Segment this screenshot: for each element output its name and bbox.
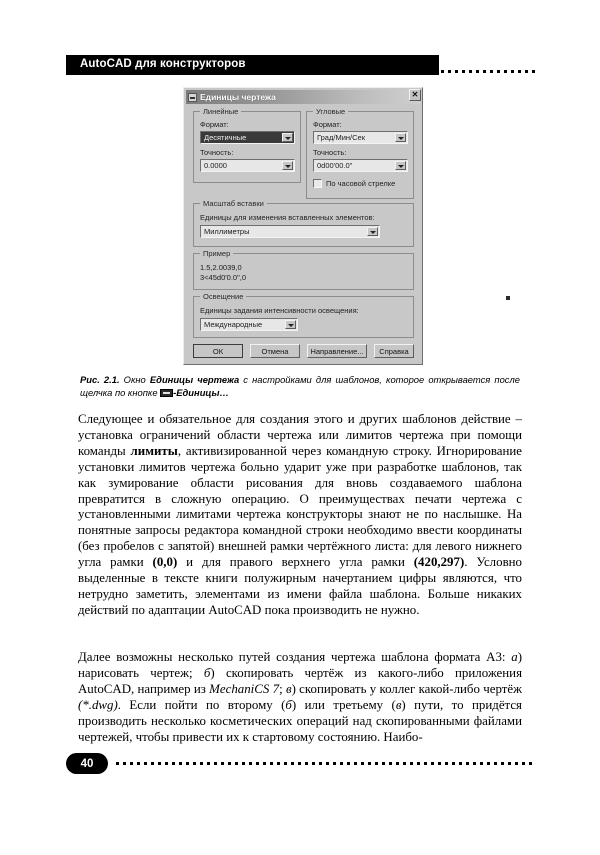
insertion-scale-legend: Масштаб вставки — [200, 199, 267, 208]
clockwise-label: По часовой стрелке — [326, 179, 396, 188]
p1-seg-c: , активизированной через командную строку. Игнорирование установки лимитов чертежа больно ударит уже при разработке шаблонов, так как зумирование области рисования для вновь создаваемого шаблона превратится в сложную операцию. О преимуществах печати чертежа с установленными лимитами чертежа конструкторы знают не по наслышке. На понятные запросы редактора командной строки необходимо ввести координаты (без пробелов с запятой) внешней рамки чертёжного листа: для левого нижнего угла рамки — [78, 443, 522, 570]
angular-group — [306, 107, 414, 199]
angular-precision-label: Точность: — [313, 148, 347, 157]
running-header-band — [66, 55, 439, 75]
example-line-1: 1.5,2.0039,0 — [200, 263, 242, 272]
p2-ref-v: в — [395, 697, 402, 712]
p2-seg-g: ; — [279, 681, 286, 696]
close-icon[interactable]: ✕ — [409, 89, 421, 101]
p1-bold-origin: (0,0) — [152, 555, 178, 570]
dialog-titlebar — [186, 90, 420, 104]
linear-group-legend: Линейные — [200, 107, 241, 116]
linear-format-value: Десятичные — [204, 133, 247, 142]
linear-group — [193, 107, 301, 183]
help-button[interactable]: Справка — [374, 344, 414, 358]
p2-seg-m: ) или третьему ( — [291, 697, 396, 712]
example-line-2: 3<45d0'0.0",0 — [200, 273, 247, 282]
chevron-down-icon[interactable] — [282, 133, 293, 142]
p2-seg-i: ) скопировать у коллег какой-либо чертёж — [291, 681, 522, 696]
cancel-button[interactable]: Отмена — [250, 344, 300, 358]
linear-format-combo[interactable] — [200, 131, 295, 144]
p2-item-a: а — [511, 650, 518, 664]
p2-seg-k: . Если пойти по второму ( — [117, 697, 286, 712]
clockwise-checkbox[interactable] — [313, 179, 322, 188]
body-paragraph-1 — [78, 412, 522, 619]
angular-precision-value: 0d00'00.0" — [317, 161, 353, 170]
linear-format-label: Формат: — [200, 120, 229, 129]
p2-seg-e: ) скопировать чертёж из какого-либо приложения AutoCAD, например из — [78, 665, 523, 696]
lighting-legend: Освещение — [200, 292, 246, 301]
clockwise-checkbox-row[interactable] — [313, 179, 395, 188]
figure-number: Рис. 2.1. — [80, 374, 120, 385]
caption-bold-1: Единицы чертежа — [149, 374, 240, 385]
window-menu-icon[interactable] — [188, 93, 197, 102]
example-legend: Пример — [200, 249, 233, 258]
p1-seg-a: Следующее и обязательное для создания этого и других шаблонов действие – установка ограничений области чертежа или лимитов чертежа при помощи команды — [78, 412, 522, 458]
angular-format-combo[interactable] — [313, 131, 408, 144]
drawing-units-dialog — [183, 87, 423, 365]
example-group — [193, 249, 414, 290]
insertion-scale-label: Единицы для изменения вставленных элементов: — [200, 213, 375, 222]
paragraph-1-text — [78, 412, 522, 619]
p2-item-b: б — [203, 665, 211, 680]
linear-precision-value: 0.0000 — [204, 161, 227, 170]
stray-print-mark — [506, 296, 510, 300]
linear-precision-label: Точность: — [200, 148, 234, 157]
lighting-group — [193, 292, 414, 338]
linear-precision-combo[interactable] — [200, 159, 295, 172]
chevron-down-icon[interactable] — [285, 320, 296, 329]
p2-seg-a: Далее возможны несколько путей создания чертежа шаблона формата А3: — [78, 650, 512, 664]
p2-item-v: в — [285, 681, 292, 696]
direction-button[interactable]: Направление... — [307, 344, 367, 358]
lighting-combo[interactable] — [200, 318, 298, 331]
insertion-scale-combo[interactable] — [200, 225, 380, 238]
p2-ref-b: б — [285, 697, 292, 712]
dialog-title: Единицы чертежа — [200, 92, 276, 102]
paragraph-2-text — [78, 650, 522, 745]
p1-seg-g: . Условно выделенные в тексте книги полужирным начертанием цифры являются, что нетрудно заметить, элементами из имени файла шаблона. Больше никаких действий по адаптации AutoCAD пока производить не нужно. — [78, 555, 522, 617]
running-header-title: AutoCAD для конструкторов — [80, 58, 246, 70]
figure-caption — [80, 373, 520, 399]
p2-dwg: (*.dwg) — [78, 697, 118, 712]
chevron-down-icon[interactable] — [282, 161, 293, 170]
footer-dotted-rule — [116, 762, 536, 765]
header-dotted-rule — [441, 70, 535, 73]
p2-seg-o: ) пути, то придётся производить несколько косметических операций над скопированными файлами чертежей, чтобы привести их к стартовому состоянию. Наибо- — [78, 697, 522, 744]
insertion-scale-value: Миллиметры — [204, 227, 250, 236]
caption-bold-2: -Единицы… — [173, 387, 229, 398]
caption-part-2: с настройками для шаблонов, которое открывается после щелчка по кнопке — [80, 374, 520, 398]
caption-part-1: Окно — [119, 374, 150, 385]
p2-seg-c: ) нарисовать чертеж; — [78, 650, 522, 680]
lighting-value: Международные — [204, 320, 263, 329]
angular-group-legend: Угловые — [313, 107, 348, 116]
p1-seg-e: и для правого верхнего угла рамки — [177, 555, 414, 570]
chevron-down-icon[interactable] — [395, 161, 406, 170]
p2-mechanics: MechaniCS 7 — [209, 681, 280, 696]
angular-precision-combo[interactable] — [313, 159, 408, 172]
p1-bold-limity: лимиты — [130, 443, 178, 458]
p1-bold-corner: (420,297) — [413, 555, 465, 570]
angular-format-label: Формат: — [313, 120, 342, 129]
chevron-down-icon[interactable] — [395, 133, 406, 142]
insertion-scale-group — [193, 199, 414, 247]
lighting-label: Единицы задания интенсивности освещения: — [200, 306, 359, 315]
chevron-down-icon[interactable] — [367, 227, 378, 236]
page-number-badge: 40 — [66, 753, 108, 774]
angular-format-value: Град/Мин/Сек — [317, 133, 365, 142]
ok-button[interactable]: ОК — [193, 344, 243, 358]
units-toolbar-button-icon — [160, 389, 173, 397]
body-paragraph-2 — [78, 650, 522, 745]
